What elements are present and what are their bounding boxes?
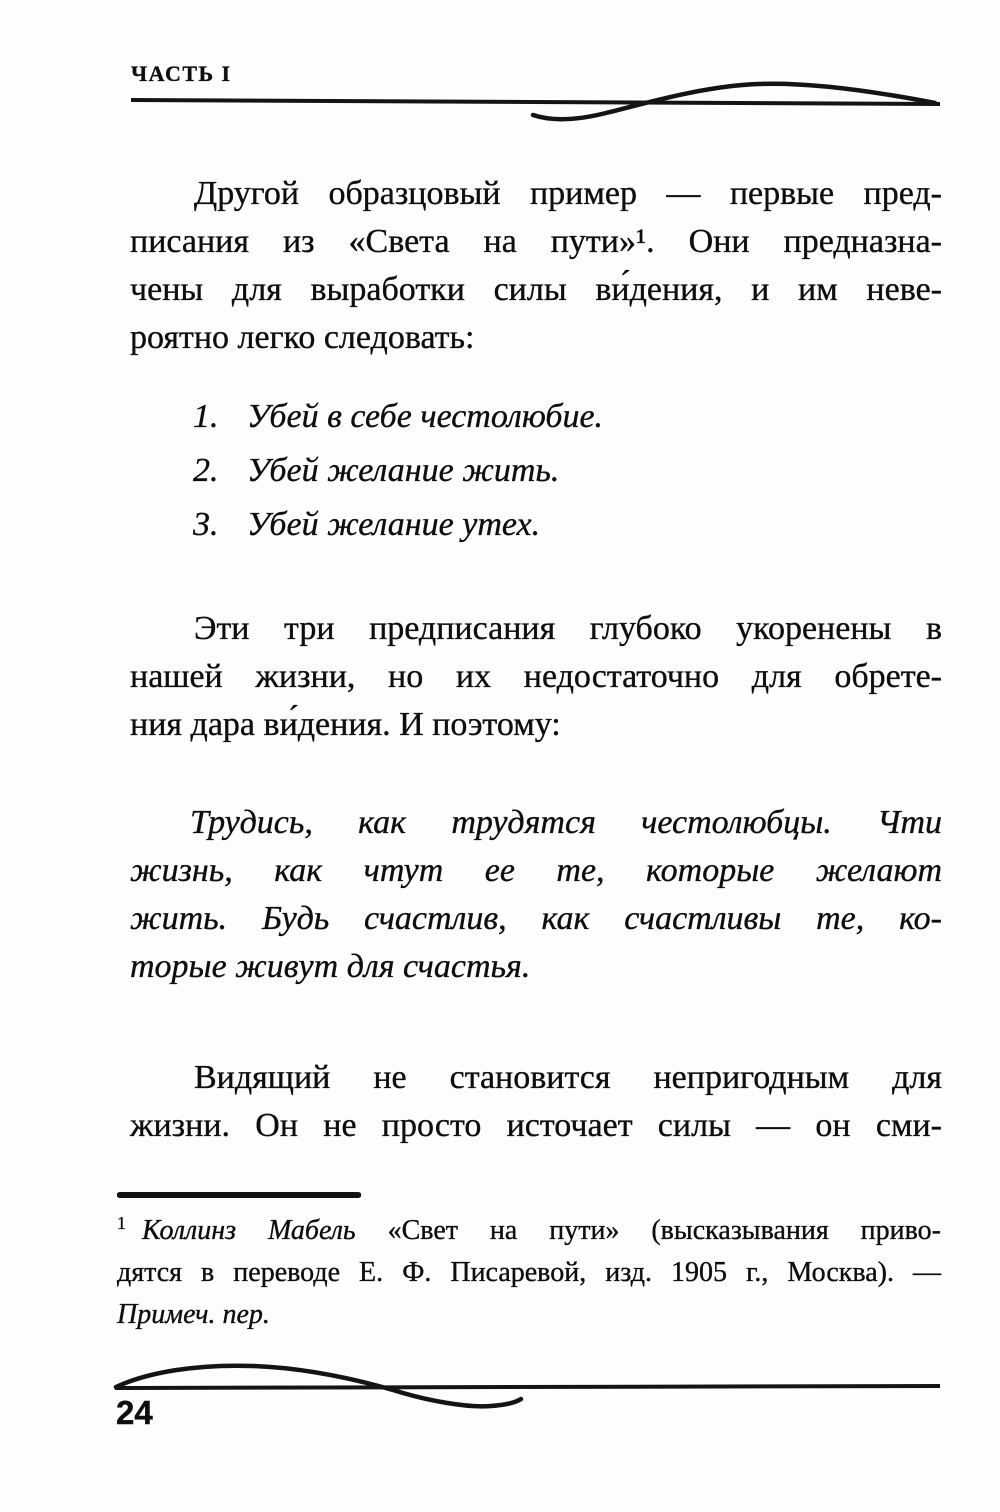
list-item-text: Убей желание утех. <box>247 506 541 543</box>
list-item <box>193 444 893 498</box>
list-item <box>193 498 893 552</box>
body-paragraph <box>130 170 942 362</box>
quote-paragraph <box>130 799 942 991</box>
list-item-text: Убей в себе честолюбие. <box>247 398 604 435</box>
footnote-marker: 1 <box>117 1212 126 1233</box>
list-item-number: 3. <box>193 506 219 543</box>
top-flourish <box>128 78 946 128</box>
footnote-line <box>117 1210 941 1252</box>
bottom-flourish <box>113 1358 945 1410</box>
list-item <box>193 390 893 444</box>
footnote <box>117 1210 941 1336</box>
paragraph-line: Видящий не становится непригодным для <box>194 1059 942 1096</box>
list-item-text: Убей желание жить. <box>247 452 560 489</box>
body-paragraph <box>130 1054 942 1150</box>
paragraph-line: нашей жизни, но их недостаточно для обрете- <box>130 658 942 695</box>
footnote-line: дятся в переводе Е. Ф. Писаревой, изд. 1905 г., Москва). — <box>117 1257 941 1288</box>
footnote-source: Коллинз Мабель <box>142 1215 356 1246</box>
page-number: 24 <box>116 1394 153 1431</box>
paragraph-line: Эти три предписания глубоко укоренены в <box>194 610 942 647</box>
paragraph-line: жизни. Он не просто источает силы — он сми- <box>130 1107 942 1144</box>
ordered-list <box>193 390 893 552</box>
paragraph-line: жить. Будь счастлив, как счастливы те, ко- <box>130 900 942 937</box>
footnote-line: Примеч. пер. <box>117 1299 270 1330</box>
paragraph-line: писания из «Света на пути»¹. Они предназна- <box>130 223 942 260</box>
footnote-text: «Свет на пути» (высказывания приво- <box>387 1215 941 1246</box>
paragraph-line: Другой образцовый пример — первые пред- <box>194 175 942 212</box>
paragraph-line: Трудись, как трудятся честолюбцы. Чти <box>190 804 942 841</box>
paragraph-line: торые живут для счастья. <box>130 948 531 985</box>
paragraph-line: ния дара ви́дения. И поэтому: <box>130 706 561 743</box>
footnote-rule <box>117 1192 361 1198</box>
list-item-number: 1. <box>193 398 219 435</box>
section-header: ЧАСТЬ I <box>131 61 232 86</box>
paragraph-line: чены для выработки силы ви́дения, и им неве- <box>130 271 942 308</box>
list-item-number: 2. <box>193 452 219 489</box>
paragraph-line: роятно легко следовать: <box>130 319 475 356</box>
body-paragraph <box>130 605 942 749</box>
paragraph-line: жизнь, как чтут ее те, которые желают <box>130 852 942 889</box>
